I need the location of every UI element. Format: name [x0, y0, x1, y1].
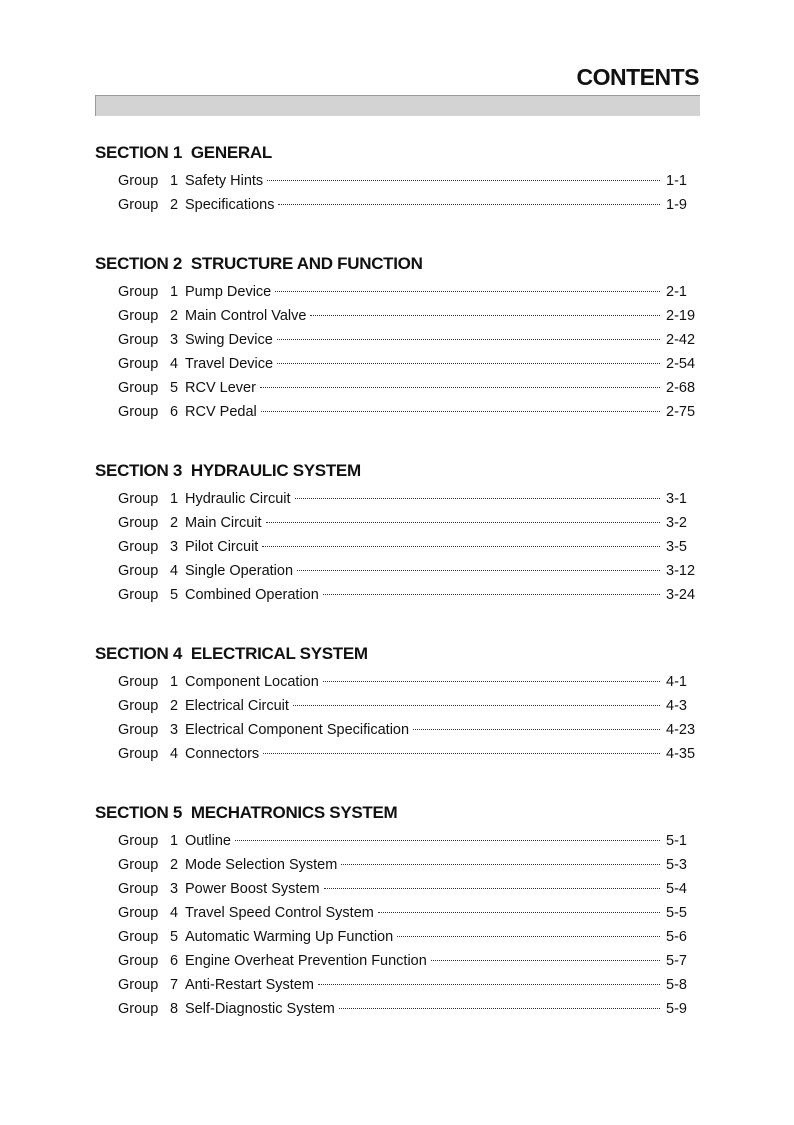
toc-entry[interactable] — [95, 400, 700, 424]
toc-entry[interactable] — [95, 694, 700, 718]
toc-entry[interactable] — [95, 193, 700, 217]
page-number: 2-42 — [666, 332, 696, 348]
dot-leader — [278, 204, 660, 205]
group-number: 2 — [170, 857, 179, 873]
toc-entry[interactable] — [95, 376, 700, 400]
dot-leader — [263, 753, 660, 754]
toc-section — [95, 801, 700, 1021]
page-number: 5-1 — [666, 833, 687, 849]
dot-leader — [260, 387, 660, 388]
toc-section — [95, 459, 700, 607]
dot-leader — [318, 984, 660, 985]
page-number: 5-6 — [666, 929, 687, 945]
group-label: Group — [118, 698, 159, 714]
group-label: Group — [118, 746, 159, 762]
entry-title: Travel Speed Control System — [185, 905, 374, 921]
group-number: 1 — [170, 674, 179, 690]
page-number: 2-54 — [666, 356, 696, 372]
page-number: 5-4 — [666, 881, 687, 897]
dot-leader — [267, 180, 660, 181]
toc-entry[interactable] — [95, 328, 700, 352]
page-number: 5-7 — [666, 953, 687, 969]
group-label: Group — [118, 197, 159, 213]
toc-entry[interactable] — [95, 925, 700, 949]
toc-section — [95, 642, 700, 766]
dot-leader — [341, 864, 660, 865]
entry-title: Safety Hints — [185, 173, 264, 189]
entry-title: Pilot Circuit — [185, 539, 259, 555]
group-number: 4 — [170, 563, 179, 579]
page-number: 3-2 — [666, 515, 687, 531]
group-number: 3 — [170, 881, 179, 897]
page-number: 5-9 — [666, 1001, 687, 1017]
group-label: Group — [118, 953, 159, 969]
toc-entry[interactable] — [95, 535, 700, 559]
group-number: 2 — [170, 197, 179, 213]
entry-title: Self-Diagnostic System — [185, 1001, 335, 1017]
entry-title: Electrical Circuit — [185, 698, 289, 714]
entry-title: Outline — [185, 833, 231, 849]
toc-entry[interactable] — [95, 973, 700, 997]
toc-entry[interactable] — [95, 997, 700, 1021]
group-number: 8 — [170, 1001, 179, 1017]
entry-title: Swing Device — [185, 332, 273, 348]
group-label: Group — [118, 491, 159, 507]
dot-leader — [277, 339, 660, 340]
dot-leader — [397, 936, 660, 937]
group-label: Group — [118, 515, 159, 531]
dot-leader — [324, 888, 660, 889]
dot-leader — [297, 570, 660, 571]
entry-title: Power Boost System — [185, 881, 320, 897]
toc-entry[interactable] — [95, 670, 700, 694]
group-number: 5 — [170, 929, 179, 945]
toc-entry[interactable] — [95, 877, 700, 901]
entry-title: RCV Pedal — [185, 404, 257, 420]
page-number: 4-3 — [666, 698, 687, 714]
page-number: 3-12 — [666, 563, 696, 579]
page-title: CONTENTS — [576, 64, 699, 90]
section-heading: SECTION 3 HYDRAULIC SYSTEM — [95, 461, 361, 480]
group-number: 3 — [170, 332, 179, 348]
entry-title: Single Operation — [185, 563, 294, 579]
entry-title: Engine Overheat Prevention Function — [185, 953, 427, 969]
group-number: 5 — [170, 380, 179, 396]
group-number: 4 — [170, 356, 179, 372]
page-number: 2-68 — [666, 380, 696, 396]
group-label: Group — [118, 173, 159, 189]
group-number: 6 — [170, 953, 179, 969]
group-label: Group — [118, 539, 159, 555]
group-number: 4 — [170, 746, 179, 762]
page-number: 3-5 — [666, 539, 687, 555]
page-number: 4-23 — [666, 722, 696, 738]
page-number: 1-9 — [666, 197, 687, 213]
page-number: 2-19 — [666, 308, 696, 324]
dot-leader — [339, 1008, 660, 1009]
group-label: Group — [118, 308, 159, 324]
group-label: Group — [118, 1001, 159, 1017]
toc-entry[interactable] — [95, 304, 700, 328]
dot-leader — [323, 594, 660, 595]
group-number: 6 — [170, 404, 179, 420]
toc-entry[interactable] — [95, 718, 700, 742]
group-number: 5 — [170, 587, 179, 603]
toc-entry[interactable] — [95, 559, 700, 583]
group-label: Group — [118, 722, 159, 738]
toc-section — [95, 252, 700, 424]
page-number: 1-1 — [666, 173, 687, 189]
group-label: Group — [118, 929, 159, 945]
dot-leader — [293, 705, 660, 706]
page-number: 3-24 — [666, 587, 696, 603]
entry-title: RCV Lever — [185, 380, 256, 396]
entry-title: Pump Device — [185, 284, 272, 300]
toc-entry[interactable] — [95, 829, 700, 853]
page-number: 4-1 — [666, 674, 687, 690]
dot-leader — [295, 498, 660, 499]
group-number: 2 — [170, 515, 179, 531]
group-label: Group — [118, 587, 159, 603]
toc-section — [95, 141, 700, 217]
page-number: 5-8 — [666, 977, 687, 993]
section-heading: SECTION 1 GENERAL — [95, 143, 272, 162]
group-label: Group — [118, 332, 159, 348]
page-number: 5-3 — [666, 857, 687, 873]
section-heading: SECTION 2 STRUCTURE AND FUNCTION — [95, 254, 423, 273]
toc-entry[interactable] — [95, 949, 700, 973]
entry-title: Mode Selection System — [185, 857, 338, 873]
entry-title: Hydraulic Circuit — [185, 491, 291, 507]
group-number: 7 — [170, 977, 179, 993]
group-label: Group — [118, 356, 159, 372]
dot-leader — [235, 840, 660, 841]
entry-title: Anti-Restart System — [185, 977, 314, 993]
dot-leader — [378, 912, 660, 913]
section-heading: SECTION 5 MECHATRONICS SYSTEM — [95, 803, 398, 822]
group-number: 1 — [170, 491, 179, 507]
dot-leader — [413, 729, 660, 730]
toc-entry[interactable] — [95, 583, 700, 607]
entry-title: Connectors — [185, 746, 260, 762]
toc-entry[interactable] — [95, 280, 700, 304]
group-number: 3 — [170, 722, 179, 738]
entry-title: Automatic Warming Up Function — [185, 929, 394, 945]
entry-title: Main Control Valve — [185, 308, 307, 324]
group-label: Group — [118, 857, 159, 873]
group-label: Group — [118, 833, 159, 849]
toc-entry[interactable] — [95, 742, 700, 766]
dot-leader — [431, 960, 660, 961]
toc-entry[interactable] — [95, 487, 700, 511]
group-label: Group — [118, 380, 159, 396]
toc-entry[interactable] — [95, 169, 700, 193]
group-number: 1 — [170, 833, 179, 849]
entry-title: Component Location — [185, 674, 319, 690]
group-label: Group — [118, 905, 159, 921]
page-number: 4-35 — [666, 746, 696, 762]
group-label: Group — [118, 404, 159, 420]
dot-leader — [266, 522, 660, 523]
toc-entry[interactable] — [95, 901, 700, 925]
dot-leader — [310, 315, 660, 316]
toc-entry[interactable] — [95, 853, 700, 877]
group-label: Group — [118, 563, 159, 579]
page-number: 5-5 — [666, 905, 687, 921]
entry-title: Travel Device — [185, 356, 274, 372]
page-number: 2-75 — [666, 404, 696, 420]
dot-leader — [262, 546, 660, 547]
group-label: Group — [118, 977, 159, 993]
section-heading: SECTION 4 ELECTRICAL SYSTEM — [95, 644, 368, 663]
toc-entry[interactable] — [95, 511, 700, 535]
group-number: 1 — [170, 284, 179, 300]
dot-leader — [261, 411, 660, 412]
entry-title: Combined Operation — [185, 587, 319, 603]
group-number: 2 — [170, 698, 179, 714]
group-number: 3 — [170, 539, 179, 555]
page-number: 3-1 — [666, 491, 687, 507]
dot-leader — [275, 291, 660, 292]
page-number: 2-1 — [666, 284, 687, 300]
group-label: Group — [118, 674, 159, 690]
group-label: Group — [118, 284, 159, 300]
dot-leader — [277, 363, 660, 364]
dot-leader — [323, 681, 660, 682]
group-label: Group — [118, 881, 159, 897]
entry-title: Electrical Component Specification — [185, 722, 410, 738]
group-number: 1 — [170, 173, 179, 189]
group-number: 4 — [170, 905, 179, 921]
toc-entry[interactable] — [95, 352, 700, 376]
group-number: 2 — [170, 308, 179, 324]
title-bar — [95, 95, 700, 116]
entry-title: Specifications — [185, 197, 275, 213]
entry-title: Main Circuit — [185, 515, 262, 531]
